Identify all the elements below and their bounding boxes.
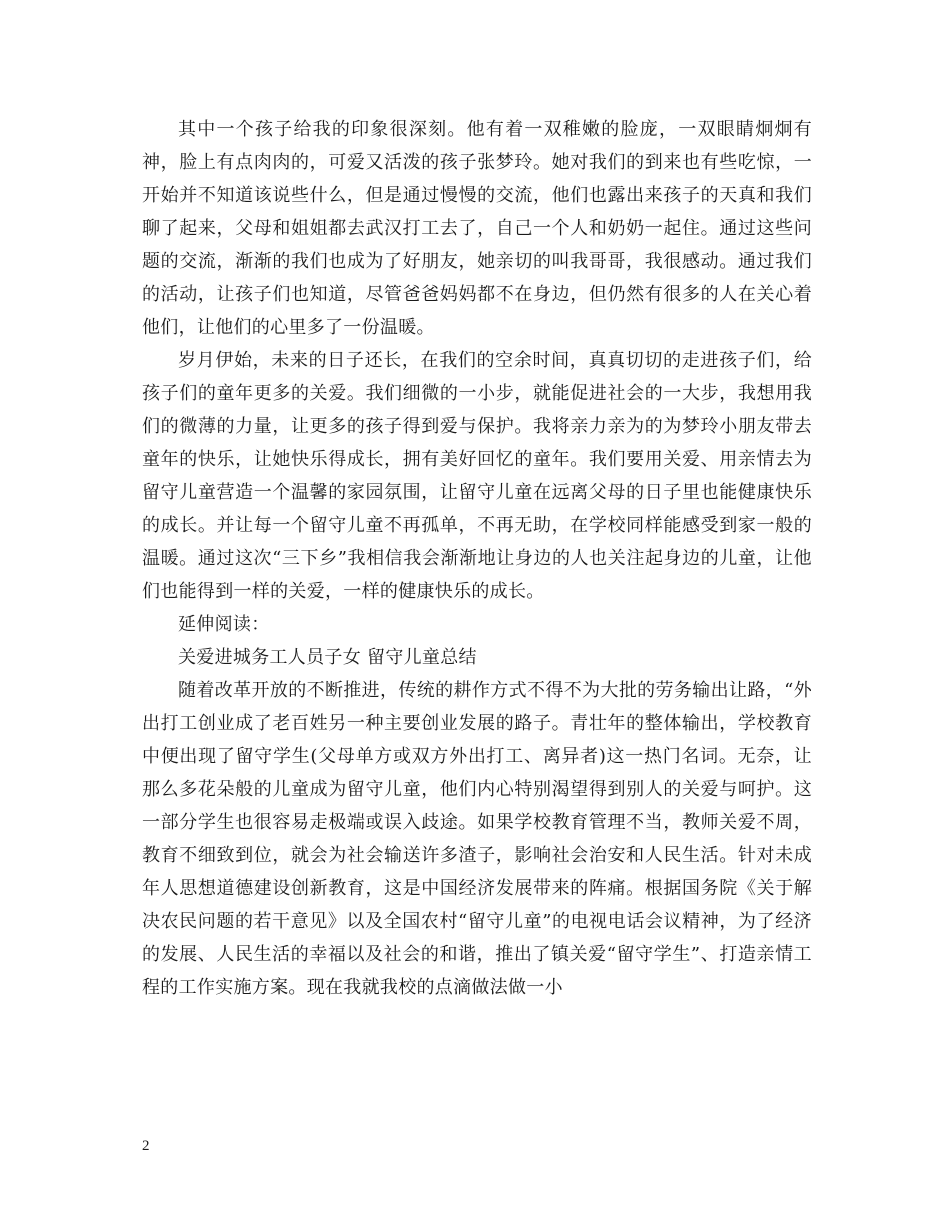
paragraph-child-impression: 其中一个孩子给我的印象很深刻。他有着一双稚嫩的脸庞，一双眼睛炯炯有神，脸上有点肉肉的，可爱又活泼的孩子张梦玲。她对我们的到来也有些吃惊，一开始并不知道该说些什么，但是通过慢慢的交流，他们也露出来孩子的天真和我们聊了起来，父母和姐姐都去武汉打工去了，自己一个人和奶奶一起住。通过这些问题的交流，渐渐的我们也成为了好朋友，她亲切的叫我哥哥，我很感动。通过我们的活动，让孩子们也知道，尽管爸爸妈妈都不在身边，但仍然有很多的人在关心着他们，让他们的心里多了一份温暖。: [142, 119, 812, 338]
page-number: 2: [142, 1138, 150, 1154]
document-body: [142, 113, 812, 1004]
section-title: 关爱进城务工人员子女 留守儿童总结: [178, 647, 477, 668]
extended-reading-label: 延伸阅读：: [178, 614, 270, 635]
paragraph-reform-background: 随着改革开放的不断推进，传统的耕作方式不得不为大批的劳务输出让路，“外出打工创业成了老百姓另一种主要创业发展的路子。青壮年的整体输出，学校教育中便出现了留守学生(父母单方或双方外出打工、离异者)这一热门名词。无奈，让那么多花朵般的儿童成为留守儿童，他们内心特别渴望得到别人的关爱与呵护。这一部分学生也很容易走极端或误入歧途。如果学校教育管理不当，教师关爱不周，教育不细致到位，就会为社会输送许多渣子，影响社会治安和人民生活。针对未成年人思想道德建设创新教育，这是中国经济发展带来的阵痛。根据国务院《关于解决农民问题的若干意见》以及全国农村“留守儿童”的电视电话会议精神，为了经济的发展、人民生活的幸福以及社会的和谐，推出了镇关爱“留守学生”、打造亲情工程的工作实施方案。现在我就我校的点滴做法做一小: [142, 680, 812, 998]
paragraph-future-care: 岁月伊始，未来的日子还长，在我们的空余时间，真真切切的走进孩子们，给孩子们的童年更多的关爱。我们细微的一小步，就能促进社会的一大步，我想用我们的微薄的力量，让更多的孩子得到爱与保护。我将亲力亲为的为梦玲小朋友带去童年的快乐，让她快乐得成长，拥有美好回忆的童年。我们要用关爱、用亲情去为留守儿童营造一个温馨的家园氛围，让留守儿童在远离父母的日子里也能健康快乐的成长。并让每一个留守儿童不再孤单，不再无助，在学校同样能感受到家一般的温暖。通过这次“三下乡”我相信我会渐渐地让身边的人也关注起身边的儿童，让他们也能得到一样的关爱，一样的健康快乐的成长。: [142, 350, 812, 602]
